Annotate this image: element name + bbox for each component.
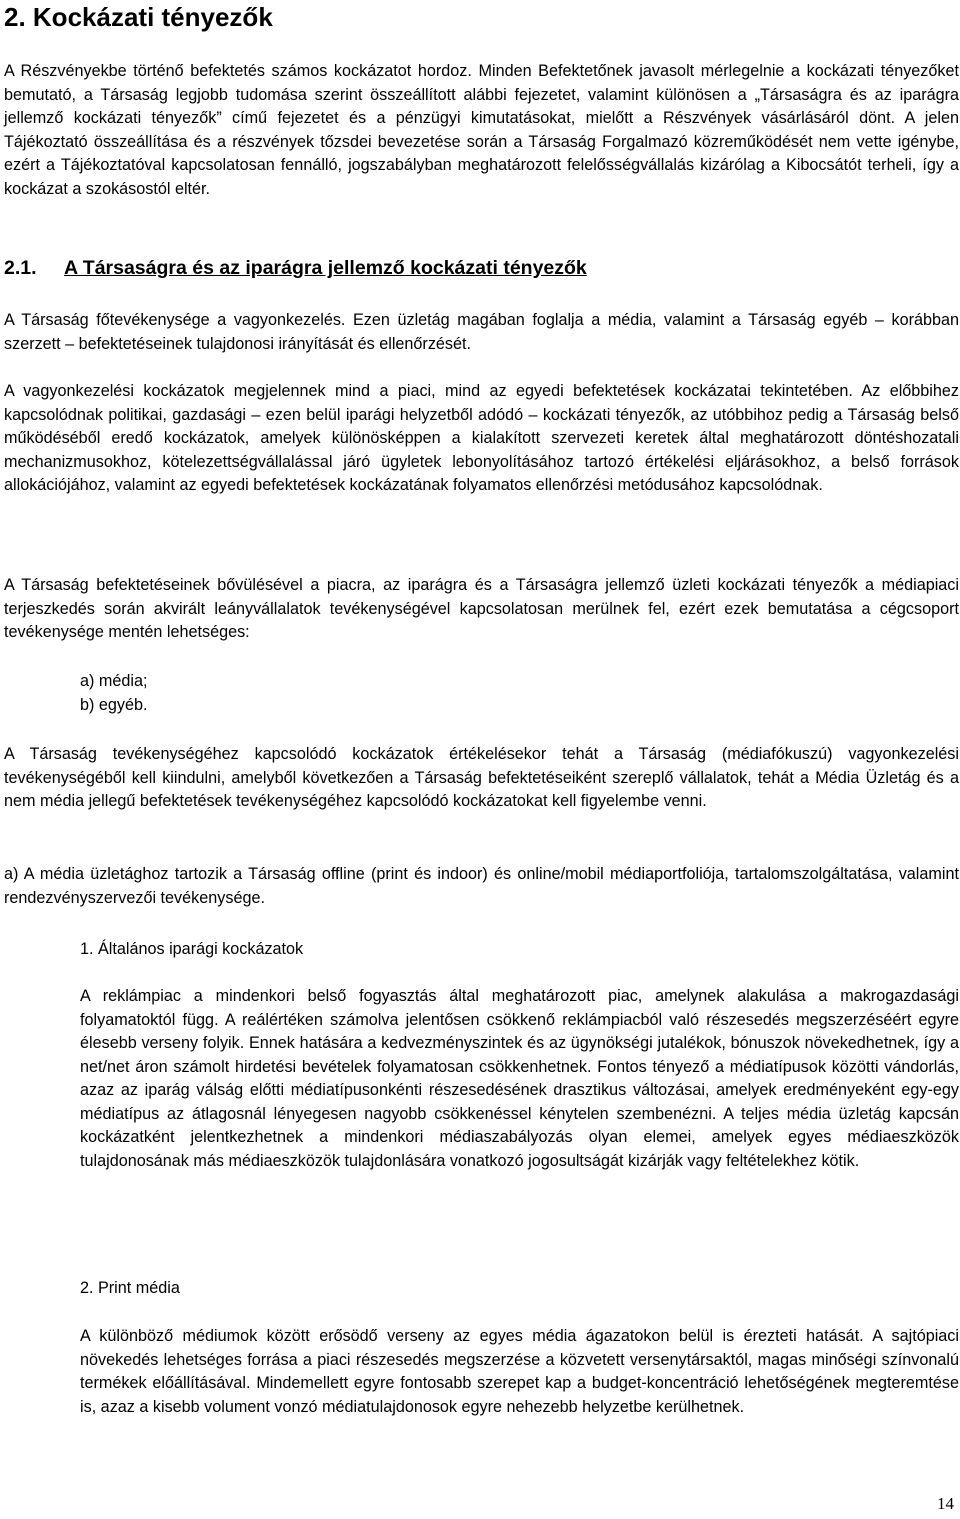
list-item: a) média; bbox=[80, 672, 148, 690]
list-item: b) egyéb. bbox=[80, 695, 148, 714]
paragraph-risk-evaluation: A Társaság tevékenységéhez kapcsolódó kockázatok értékelésekor tehát a Társaság (médiafókuszú) vagyonkezelési tevékenységéből kell kiindulni, amelyből következően a Társaság befektetéseiként szereplő vállalatok, tehát a Média Üzletág és a nem média jellegű befektetések tevékenységéhez kapcsolódó kockázatokat kell figyelembe venni. bbox=[4, 745, 959, 810]
paragraph-investment-expansion: A Társaság befektetéseinek bővülésével a piacra, az iparágra és a Társaságra jellemző üzleti kockázati tényezők a médiapiaci terjeszkedés során akvirált leányvállalatok tevékenységével kapcsolatosan merülnek fel, ezért ezek bemutatása a cégcsoport tevékenysége mentén lehetséges: bbox=[4, 576, 959, 641]
section-heading bbox=[4, 254, 587, 282]
section-number: 2.1. bbox=[4, 257, 37, 279]
paragraph-print-competition: A különböző médiumok között erősödő verseny az egyes média ágazatokon belül is érezteti hatását. A sajtópiaci növekedés lehetséges forrása a piaci részesedés megszerzése a közvetett versenytársaktól, magas minőségi színvonalú termékek előállításával. Mindemellett egyre fontosabb szerepet kap a budget-koncentráció lehetőségének megteremtése is, azaz a kisebb volument vonzó médiatulajdonosok egyre nehezebb helyzetbe kerülhetnek. bbox=[80, 1327, 959, 1416]
paragraph-asset-management-risks: A vagyonkezelési kockázatok megjelennek mind a piaci, mind az egyedi befektetések kockázatai tekintetében. Az előbbihez kapcsolódnak politikai, gazdasági – ezen belül iparági helyzetből adódó – kockázati tényezők, az utóbbihoz pedig a Társaság belső működéséből eredő kockázatok, amelyek különösképpen a kialakított szervezeti keretek által meghatározott döntéshozatali mechanizmusokhoz, kötelezettségvállalással járó ügyletek lebonyolításához tartozó értékelési eljárásokhoz, a belső források allokációjához, valamint az egyedi befektetések kockázatának folyamatos ellenőrzési metódusához kapcsolódnak. bbox=[4, 382, 959, 494]
page-number: 14 bbox=[937, 1494, 954, 1513]
chapter-title: 2. Kockázati tényezők bbox=[4, 2, 273, 32]
section-title: A Társaságra és az iparágra jellemző kockázati tényezők bbox=[64, 257, 587, 279]
subheading-general-industry-risks: 1. Általános iparági kockázatok bbox=[80, 940, 304, 958]
paragraph-advertising-market: A reklámpiac a mindenkori belső fogyasztás által meghatározott piac, amelynek alakulása a makrogazdasági folyamatoktól függ. A reálértéken számolva jelentősen csökkenő reklámpiacból való részesedés megszerzéséért egyre élesebb verseny folyik. Ennek hatására a kedvezményszintek és az ügynökségi jutalékok, bónuszok növekedhetnek, így a net/net áron számolt hirdetési bevételek folyamatosan csökkenhetnek. Fontos tényező a médiatípusok közötti vándorlás, azaz az iparág válság előtti médiatípusonkénti részesedésének drasztikus változásai, amelyek eredményeként egy-egy médiatípus az átlagosnál lényegesen nagyobb csökkenéssel kénytelen szembenézni. A teljes média üzletág kapcsán kockázatként jelentkezhetnek a mindenkori médiaszabályozás olyan elemei, amelyek egyes médiaeszközök tulajdonosának más médiaeszközök tulajdonlására vonatkozó jogosultságát kizárják vagy feltételekhez kötik. bbox=[80, 987, 959, 1170]
paragraph-main-activity: A Társaság főtevékenysége a vagyonkezelés. Ezen üzletág magában foglalja a média, valamint a Társaság egyéb – korábban szerzett – befektetéseinek tulajdonosi irányítását és ellenőrzését. bbox=[4, 311, 959, 353]
paragraph-media-division: a) A média üzletághoz tartozik a Társaság offline (print és indoor) és online/mobil médiaportfoliója, tartalomszolgáltatása, valamint rendezvényszervezői tevékenysége. bbox=[4, 865, 959, 907]
intro-paragraph: A Részvényekbe történő befektetés számos kockázatot hordoz. Minden Befektetőnek javasolt mérlegelnie a kockázati tényezőket bemutató, a Társaság legjobb tudomása szerint összeállított alábbi fejezetet, valamint különösen a „Társaságra és az iparágra jellemző kockázati tényezők” című fejezetet és a pénzügyi kimutatásokat, mielőtt a Részvények vásárlásáról dönt. A jelen Tájékoztató összeállítása és a részvények tőzsdei bevezetése során a Társaság Forgalmazó közreműködését nem vette igénybe, ezért a Tájékoztatóval kapcsolatosan fennálló, jogszabályban meghatározott felelősségvállalás kizárólag a Kibocsátót terheli, így a kockázat a szokásostól eltér. bbox=[4, 62, 959, 198]
subheading-print-media: 2. Print média bbox=[80, 1279, 180, 1297]
business-line-list bbox=[80, 670, 148, 717]
